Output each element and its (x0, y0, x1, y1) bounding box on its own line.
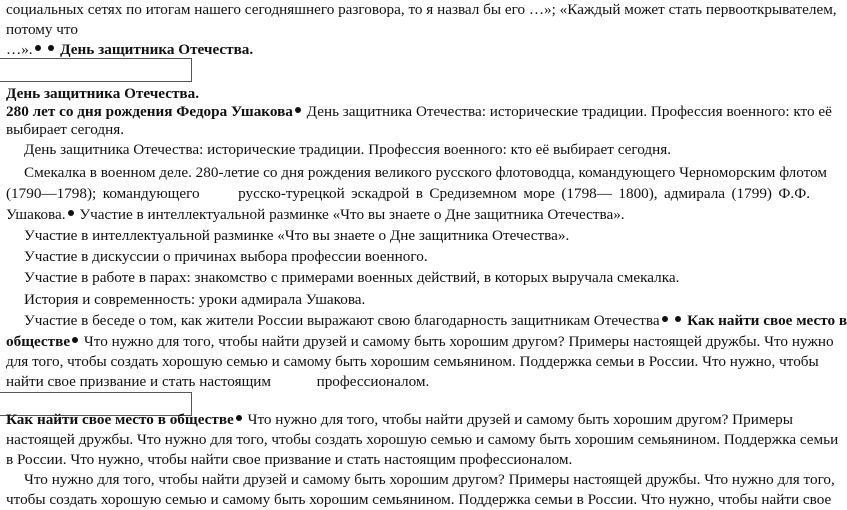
bullet-icon (68, 210, 74, 216)
bullet-icon (72, 337, 78, 343)
bullet-icon (35, 45, 41, 51)
text-box-placeholder (0, 58, 192, 82)
text-line: (1790—1798); командующего русско-турецкой эскадрой в Средиземном море (1798— 1800), адмирала (1799) Ф.Ф. (6, 185, 810, 202)
bullet-icon (48, 45, 54, 51)
bullet-icon (662, 316, 668, 322)
text-line: Смекалка в военном деле. 280-летие со дня рождения великого русского флотоводца, командующего Черноморским флотом (24, 164, 827, 181)
section-heading: Как найти свое место в (687, 312, 847, 329)
text-line: Участие в интеллектуальной разминке «Что вы знаете о Дне защитника Отечества». (24, 227, 570, 244)
text-line: Как найти свое место в обществе Что нужно для того, чтобы найти друзей и самому быть хорошим другом? Примеры (6, 411, 793, 428)
text-line: настоящей дружбы. Что нужно для того, чтобы создать хорошую семью и самому быть хорошим семьянином. Поддержка семьи (6, 431, 839, 448)
section-heading: обществе (6, 333, 71, 350)
section-heading: Как найти свое место в обществе (6, 411, 234, 428)
text-line: потому что (6, 21, 78, 38)
bullet-icon (236, 415, 242, 421)
text-line: выбирает сегодня. (6, 121, 125, 138)
text-line: 280 лет со дня рождения Федора Ушакова День защитника Отечества: исторические традиции. Профессия военного: кто её (6, 103, 832, 120)
text-line: для того, чтобы создать хорошую семью и самому быть хорошим семьянином. Поддержка семьи в России. Что нужно, чтобы (6, 353, 819, 370)
section-heading: День защитника Отечества. (60, 41, 254, 58)
text-line: в России. Что нужно, чтобы найти свое призвание и стать настоящим профессионалом. (6, 451, 573, 468)
text-line: История и современность: уроки адмирала Ушакова. (24, 291, 366, 308)
text-line: найти свое призвание и стать настоящим профессионалом. (6, 373, 430, 390)
text-line: …». День защитника Отечества. (6, 41, 254, 58)
text-line: Ушакова. Участие в интеллектуальной разминке «Что вы знаете о Дне защитника Отечества». (6, 206, 625, 223)
text-line: День защитника Отечества: исторические традиции. Профессия военного: кто её выбирает сегодня. (24, 141, 672, 158)
bullet-icon (295, 107, 301, 113)
section-heading: День защитника Отечества. (6, 85, 200, 102)
text-line: Участие в дискуссии о причинах выбора профессии военного. (24, 248, 428, 265)
text-line: чтобы создать хорошую семью и самому быть хорошим семьянином. Поддержка семьи в России. Что нужно, чтобы найти свое (6, 491, 832, 508)
text-line: обществе Что нужно для того, чтобы найти друзей и самому быть хорошим другом? Примеры настоящей дружбы. Что нужно (6, 333, 834, 350)
bullet-icon (675, 316, 681, 322)
text-line: Что нужно для того, чтобы найти друзей и самому быть хорошим другом? Примеры настоящей дружбы. Что нужно для того, (24, 471, 835, 488)
text-line: Участие в беседе о том, как жители России выражают свою благодарность защитникам Отечества Как найти свое место в (24, 312, 847, 329)
section-heading: 280 лет со дня рождения Федора Ушакова (6, 103, 293, 120)
text-line: социальных сетях по итогам нашего сегодняшнего разговора, то я назвал бы его …»; «Каждый может стать первооткрывателем, (6, 1, 837, 18)
text-line: Участие в работе в парах: знакомство с примерами военных действий, в которых выручала смекалка. (24, 269, 680, 286)
